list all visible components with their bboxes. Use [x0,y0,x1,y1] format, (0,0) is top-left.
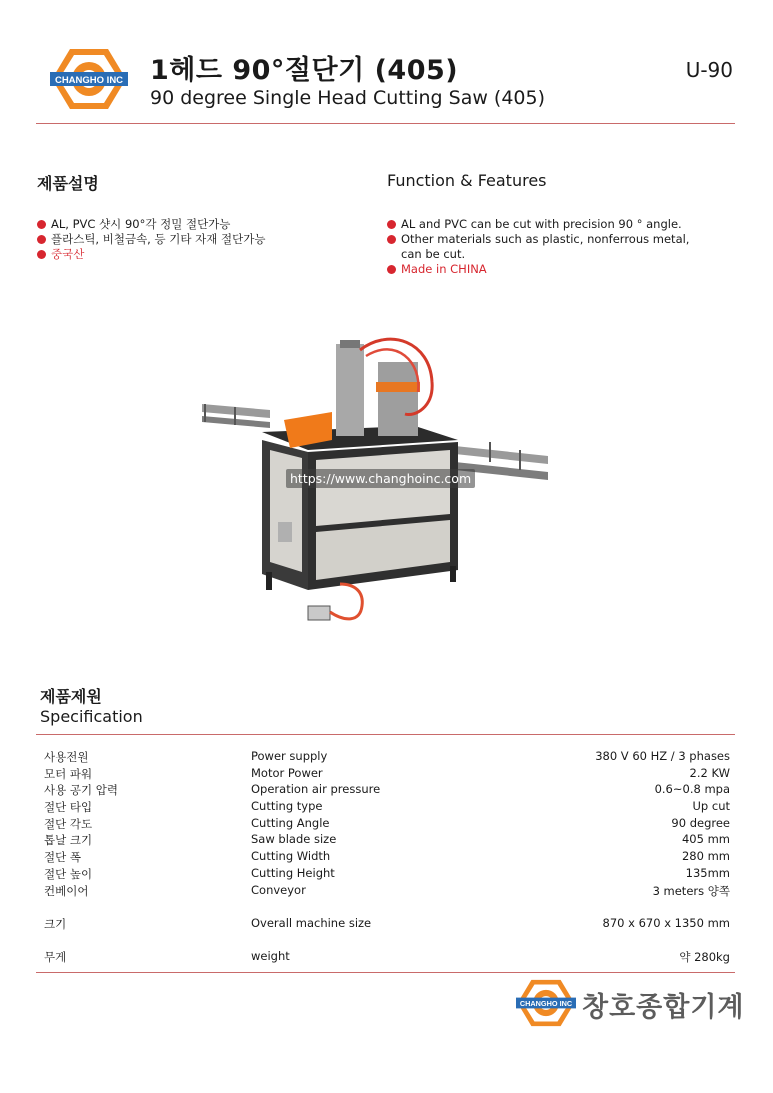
bullet-icon [37,235,46,244]
page-title-english: 90 degree Single Head Cutting Saw (405) [150,87,546,109]
company-name: 창호종합기계 [582,992,745,1023]
spec-title-korean: 제품제원 [40,687,102,706]
table-row: 절단 각도 Cutting Angle 90 degree [44,815,730,831]
description-title-english: Function & Features [387,171,547,190]
page-title-korean: 1헤드 90°절단기 (405) [150,55,459,86]
table-row: 절단 높이 Cutting Height 135mm [44,865,730,881]
footer-logo [516,978,576,1028]
footer-logo-text: CHANGHO INC [519,999,573,1009]
spec-title-english: Specification [40,707,143,726]
table-row: 크기 Overall machine size 870 x 670 x 1350 mm [44,915,730,931]
description-title-korean: 제품설명 [37,174,99,193]
bullet-icon [37,220,46,229]
table-row: 사용 공기 압력 Operation air pressure 0.6~0.8 mpa [44,782,730,798]
spec-top-divider [36,734,735,735]
feature-item: AL, PVC 샷시 90°각 정밀 절단가능 [37,217,357,232]
feature-item: 플라스틱, 비철금속, 등 기타 자재 절단가능 [37,232,357,247]
spec-table [44,749,730,966]
bullet-icon [387,265,396,274]
feature-item-origin: 중국산 [37,247,357,262]
feature-item: AL and PVC can be cut with precision 90 ° angle. [387,217,707,232]
table-row: 컨베이어 Conveyor 3 meters 양쪽 [44,882,730,898]
table-row: 무게 weight 약 280kg [44,948,730,964]
changho-logo [50,47,128,111]
table-row: 사용전원 Power supply 380 V 60 HZ / 3 phases [44,749,730,764]
feature-item: Other materials such as plastic, nonferrous metal, can be cut. [387,232,701,262]
table-row: 톱날 크기 Saw blade size 405 mm [44,832,730,848]
spec-bottom-divider [36,972,735,973]
bullet-icon [37,250,46,259]
feature-item-origin: Made in CHINA [387,262,707,277]
bullet-icon [387,235,396,244]
watermark-url: https://www.changhoinc.com [286,469,475,488]
header-divider [36,123,735,124]
logo-text: CHANGHO INC [54,75,124,86]
table-row: 모터 파워 Motor Power 2.2 KW [44,765,730,781]
bullet-icon [387,220,396,229]
model-code: U-90 [685,58,733,82]
table-row: 절단 타입 Cutting type Up cut [44,799,730,815]
features-list-english [387,217,707,277]
features-list-korean [37,217,357,262]
table-row: 절단 폭 Cutting Width 280 mm [44,849,730,865]
